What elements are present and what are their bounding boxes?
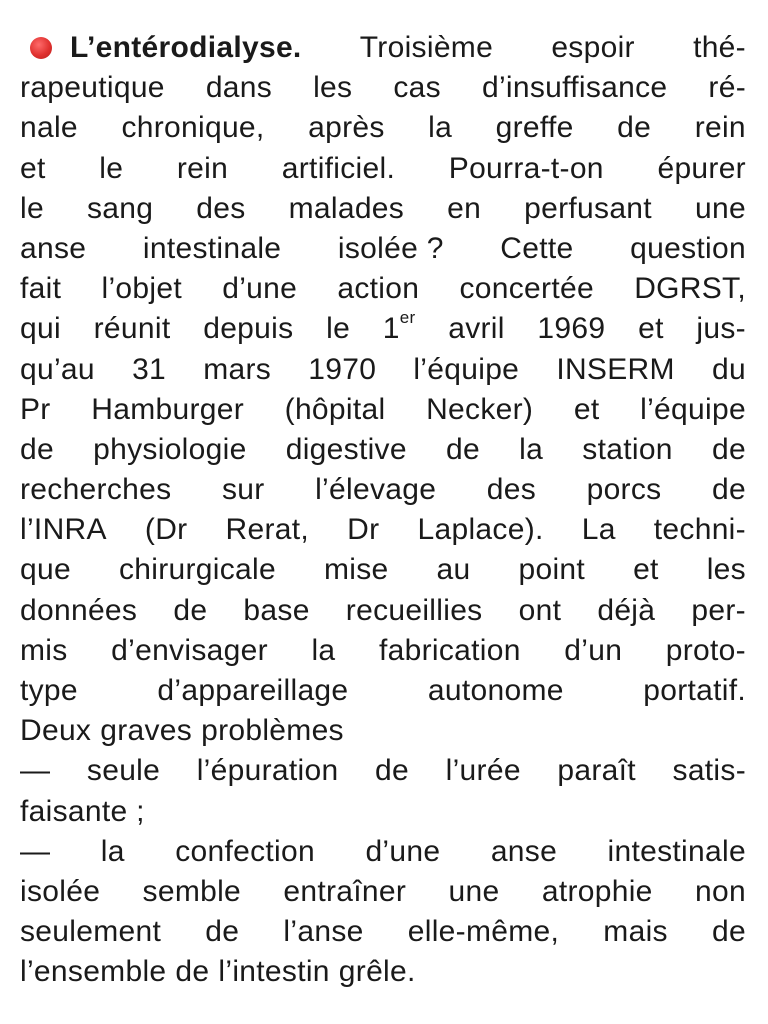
word: isolée ? [337,231,444,265]
word: action [337,272,420,306]
word: de [446,432,480,466]
text-line [20,631,746,671]
word: 1969 [537,312,606,346]
word: entraîner [283,874,407,908]
word: de [175,955,210,989]
word: le [20,191,44,225]
word: Hamburger [91,392,245,426]
word: rein [694,111,746,145]
word: des [486,473,537,507]
text-line [20,872,746,912]
word: point [518,553,586,587]
text-line [20,751,746,791]
word: de [711,432,746,466]
word: 31 [132,352,167,386]
word: avril [448,312,505,346]
word: Troisième [359,31,494,64]
word: sang [86,191,154,225]
word: mars [203,352,272,386]
word: d’une [222,272,298,306]
text-line [20,470,746,510]
word: que [20,553,71,587]
word: intestinale [607,834,746,868]
word: d’une [365,834,441,868]
word: de [20,432,54,466]
word: artificiel. [281,151,396,185]
word: Cette [500,231,574,265]
word: et [20,151,46,185]
article-body [20,28,746,993]
word: l’urée [445,754,521,788]
word: Necker) [426,392,534,426]
word: fabrication [378,633,521,667]
word: déjà [597,593,656,627]
word: de [712,915,746,949]
text-line [20,108,746,148]
word: rapeutique [20,71,165,105]
word: les [313,71,353,105]
word: ont [518,593,562,627]
word: paraît [557,754,636,788]
word: l’équipe [413,352,520,386]
word: type [20,674,78,707]
word: d’un [564,633,623,667]
word: après [308,111,385,145]
word: (Dr [144,513,188,547]
word: anse [490,834,558,868]
word: de [173,593,208,627]
word: mise [323,553,389,587]
word: d’insuffisance [481,71,668,105]
word: chirurgicale [118,553,276,587]
word: mis [20,633,68,667]
word: station [582,432,673,466]
word: — [20,834,51,868]
word: Dr [347,513,380,547]
word: portatif. [643,674,746,707]
word: rein [176,151,229,185]
word: recherches [20,473,172,507]
word: techni- [653,513,746,547]
word: en [447,191,482,225]
word: la [428,111,453,145]
word: Deux [20,714,92,748]
text-line [20,68,746,108]
word: l’élevage [315,473,437,507]
word: greffe [495,111,574,145]
text-line [20,952,746,992]
word: (hôpital [284,392,386,426]
text-line [20,711,746,751]
word: et [633,553,659,587]
word: porcs [586,473,662,507]
word: et [573,392,600,426]
word: la [519,432,544,466]
article-heading: L’entérodialyse. [70,31,302,64]
word: problèmes [201,714,344,748]
word: Laplace). [417,513,544,547]
word: de [205,915,240,949]
word: de [375,754,410,788]
word: épurer [657,151,746,185]
word: base [243,593,310,627]
word: DGRST, [634,272,746,306]
text-line [20,792,746,832]
word: — [20,754,51,788]
word: d’envisager [111,633,268,667]
word: Pr [20,392,51,426]
word: les [706,553,746,587]
text-line [20,28,746,68]
word: satis- [672,754,746,788]
word: l’équipe [640,392,746,426]
word: dans [205,71,273,105]
text-line [20,390,746,430]
word: seulement [20,915,162,949]
word: jus- [696,312,746,346]
word: du [711,352,746,386]
word: question [630,231,746,265]
word: recueillies [345,593,483,627]
word: le [326,312,351,346]
word: Pourra-t-on [448,151,604,185]
word: espoir [551,31,635,64]
word: 1er [382,308,416,346]
word: de [711,473,746,507]
text-line [20,510,746,550]
word: physiologie [93,432,247,466]
word: des [196,191,246,225]
word: La [581,513,616,547]
word: l’objet [101,272,182,306]
word: sur [221,473,265,507]
word: une [694,191,746,225]
text-line [20,671,746,711]
word: concertée [459,272,594,306]
word: le [99,151,124,185]
word: elle-même, [407,915,560,949]
word: données [20,593,138,627]
word: thé- [693,31,746,64]
text-line [20,189,746,229]
word: intestinale [142,231,282,265]
red-bullet-icon [30,37,52,59]
word: nale [20,111,78,145]
word: fait [20,272,62,306]
word: l’épuration [196,754,339,788]
word: l’intestin [218,955,330,989]
word: mais [603,915,668,949]
word: ré- [708,71,746,105]
word: 1970 [308,352,377,386]
word: cas [393,71,441,105]
word: semble [142,874,242,908]
word: qu’au [20,352,95,386]
word: atrophie [541,874,653,908]
text-line [20,269,746,309]
word: Rerat, [225,513,310,547]
word: graves [100,714,193,748]
word: l’ensemble [20,955,167,989]
word: de [617,111,652,145]
text-line [20,229,746,269]
lead-in [20,28,302,68]
word: depuis [203,312,294,346]
word: seule [86,754,161,788]
word: isolée [20,874,101,908]
word: chronique, [121,111,265,145]
word: une [448,874,500,908]
word: anse [20,231,87,265]
word: la [100,834,125,868]
text-line [20,350,746,390]
text-line [20,912,746,952]
word: et [638,312,664,346]
text-line [20,591,746,631]
word: qui [20,312,61,346]
text-line [20,149,746,189]
word: proto- [665,633,746,667]
word: autonome [427,674,564,707]
word: l’INRA [20,513,107,547]
word: au [436,553,471,587]
word: digestive [285,432,407,466]
text-line [20,430,746,470]
word: réunit [93,312,171,346]
word: d’appareillage [157,674,349,707]
word: l’anse [283,915,364,949]
word: non [695,874,746,908]
word: INSERM [556,352,675,386]
word: faisante ; [20,794,145,828]
text-line [20,309,746,349]
text-line [20,832,746,872]
word: la [311,633,336,667]
word: perfusant [524,191,652,225]
word: confection [175,834,315,868]
word: per- [691,593,746,627]
word: malades [288,191,405,225]
word: grêle. [338,955,416,989]
text-line [20,550,746,590]
